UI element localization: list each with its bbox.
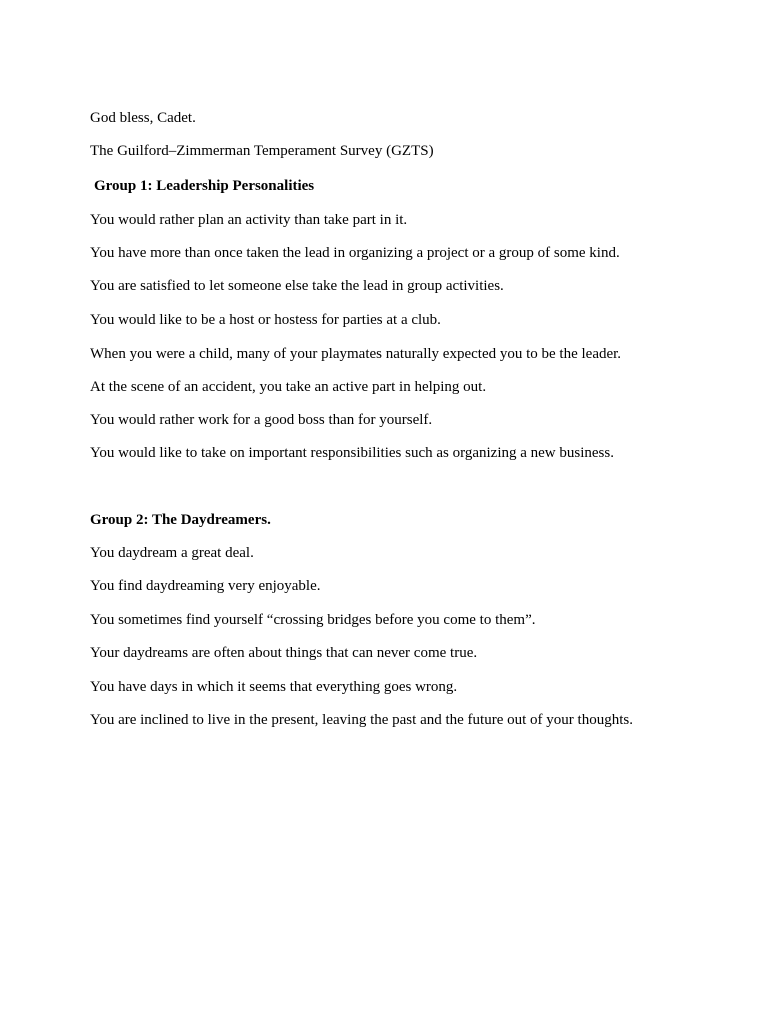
group-2-item: You are inclined to live in the present, leaving the past and the future out of your thoughts. bbox=[90, 712, 633, 728]
group-2-item: You find daydreaming very enjoyable. bbox=[90, 578, 321, 594]
group-2-item: You daydream a great deal. bbox=[90, 545, 254, 561]
group-2-item: You sometimes find yourself “crossing bridges before you come to them”. bbox=[90, 612, 536, 628]
greeting-line: God bless, Cadet. bbox=[90, 110, 196, 126]
group-1-item: When you were a child, many of your playmates naturally expected you to be the leader. bbox=[90, 346, 622, 362]
group-1-item: You would rather plan an activity than take part in it. bbox=[90, 212, 408, 228]
group-1-item: You have more than once taken the lead in organizing a project or a group of some kind. bbox=[90, 245, 620, 261]
group-2-item: You have days in which it seems that everything goes wrong. bbox=[90, 679, 458, 695]
group-1-item: At the scene of an accident, you take an active part in helping out. bbox=[90, 379, 487, 395]
survey-title: The Guilford–Zimmerman Temperament Survey (GZTS) bbox=[90, 143, 434, 159]
group-1-heading: Group 1: Leadership Personalities bbox=[94, 178, 315, 194]
group-2-item: Your daydreams are often about things that can never come true. bbox=[90, 645, 478, 661]
group-1-item: You would like to be a host or hostess for parties at a club. bbox=[90, 312, 441, 328]
group-1-item: You are satisfied to let someone else take the lead in group activities. bbox=[90, 278, 504, 294]
group-1-item: You would like to take on important responsibilities such as organizing a new business. bbox=[90, 445, 614, 461]
group-1-item: You would rather work for a good boss than for yourself. bbox=[90, 412, 433, 428]
group-2-heading: Group 2: The Daydreamers. bbox=[90, 512, 271, 528]
